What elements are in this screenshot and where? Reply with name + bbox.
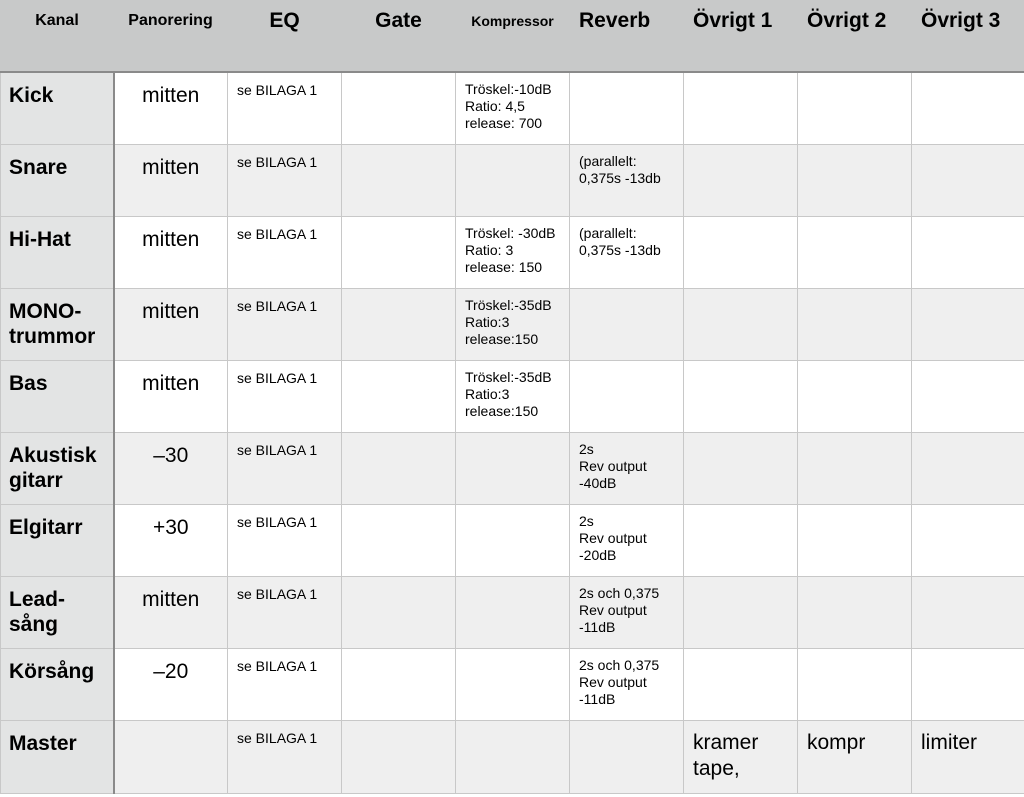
compressor-cell: Tröskel:-10dB Ratio: 4,5 release: 700: [456, 72, 570, 144]
pan-cell: –20: [114, 648, 228, 720]
compressor-cell: Tröskel:-35dB Ratio:3 release:150: [456, 360, 570, 432]
table-row: [1, 144, 1024, 216]
other-1-cell: [684, 72, 798, 144]
channel-name-cell: Bas: [1, 360, 114, 432]
other-3-cell: [912, 360, 1024, 432]
other-1-cell: [684, 648, 798, 720]
other-3-cell: [912, 216, 1024, 288]
pan-cell: mitten: [114, 72, 228, 144]
table-row: [1, 720, 1024, 793]
eq-cell: se BILAGA 1: [228, 648, 342, 720]
other-2-cell: [798, 72, 912, 144]
gate-cell: [342, 72, 456, 144]
other-3-cell: [912, 576, 1024, 648]
compressor-cell: Tröskel:-35dB Ratio:3 release:150: [456, 288, 570, 360]
other-3-cell: [912, 504, 1024, 576]
compressor-cell: [456, 576, 570, 648]
header-ovrigt-2: Övrigt 2: [798, 0, 912, 72]
eq-cell: se BILAGA 1: [228, 432, 342, 504]
reverb-cell: 2s och 0,375 Rev output -11dB: [570, 648, 684, 720]
pan-cell: +30: [114, 504, 228, 576]
other-2-cell: [798, 288, 912, 360]
header-kompressor: Kompressor: [456, 0, 570, 72]
other-1-cell: [684, 432, 798, 504]
compressor-cell: [456, 504, 570, 576]
other-1-cell: [684, 288, 798, 360]
gate-cell: [342, 504, 456, 576]
channel-name-cell: Elgitarr: [1, 504, 114, 576]
gate-cell: [342, 576, 456, 648]
gate-cell: [342, 216, 456, 288]
other-3-cell: [912, 72, 1024, 144]
compressor-cell: [456, 432, 570, 504]
pan-cell: mitten: [114, 360, 228, 432]
reverb-cell: [570, 360, 684, 432]
other-1-cell: [684, 504, 798, 576]
reverb-cell: 2s och 0,375 Rev output -11dB: [570, 576, 684, 648]
pan-cell: mitten: [114, 288, 228, 360]
gate-cell: [342, 360, 456, 432]
channel-name-cell: Akustisk gitarr: [1, 432, 114, 504]
header-row: [1, 0, 1024, 72]
header-gate: Gate: [342, 0, 456, 72]
table-row: [1, 504, 1024, 576]
other-1-cell: [684, 216, 798, 288]
table-row: [1, 288, 1024, 360]
channel-name-cell: MONO- trummor: [1, 288, 114, 360]
reverb-cell: [570, 288, 684, 360]
reverb-cell: (parallelt: 0,375s -13db: [570, 144, 684, 216]
header-ovrigt-3: Övrigt 3: [912, 0, 1024, 72]
other-2-cell: [798, 360, 912, 432]
reverb-cell: 2s Rev output -40dB: [570, 432, 684, 504]
pan-cell: mitten: [114, 144, 228, 216]
table-row: [1, 216, 1024, 288]
table-row: [1, 576, 1024, 648]
other-2-cell: [798, 144, 912, 216]
header-panorering: Panorering: [114, 0, 228, 72]
table-row: [1, 360, 1024, 432]
pan-cell: mitten: [114, 216, 228, 288]
channel-name-cell: Kick: [1, 72, 114, 144]
compressor-cell: Tröskel: -30dB Ratio: 3 release: 150: [456, 216, 570, 288]
other-2-cell: [798, 504, 912, 576]
eq-cell: se BILAGA 1: [228, 576, 342, 648]
other-2-cell: [798, 648, 912, 720]
pan-cell: –30: [114, 432, 228, 504]
reverb-cell: 2s Rev output -20dB: [570, 504, 684, 576]
compressor-cell: [456, 648, 570, 720]
gate-cell: [342, 144, 456, 216]
other-3-cell: [912, 432, 1024, 504]
gate-cell: [342, 288, 456, 360]
channel-name-cell: Hi-Hat: [1, 216, 114, 288]
eq-cell: se BILAGA 1: [228, 72, 342, 144]
compressor-cell: [456, 720, 570, 793]
channel-name-cell: Körsång: [1, 648, 114, 720]
other-2-cell: [798, 576, 912, 648]
other-2-cell: [798, 216, 912, 288]
pan-cell: mitten: [114, 576, 228, 648]
gate-cell: [342, 648, 456, 720]
other-3-cell: [912, 288, 1024, 360]
pan-cell: [114, 720, 228, 793]
reverb-cell: (parallelt: 0,375s -13db: [570, 216, 684, 288]
channel-name-cell: Snare: [1, 144, 114, 216]
eq-cell: se BILAGA 1: [228, 288, 342, 360]
channel-name-cell: Lead- sång: [1, 576, 114, 648]
reverb-cell: [570, 720, 684, 793]
reverb-cell: [570, 72, 684, 144]
other-3-cell: [912, 144, 1024, 216]
header-kanal: Kanal: [1, 0, 114, 72]
gate-cell: [342, 432, 456, 504]
table-row: [1, 72, 1024, 144]
header-ovrigt-1: Övrigt 1: [684, 0, 798, 72]
compressor-cell: [456, 144, 570, 216]
other-3-cell: limiter: [912, 720, 1024, 793]
table-body: [1, 72, 1024, 793]
other-1-cell: [684, 576, 798, 648]
eq-cell: se BILAGA 1: [228, 720, 342, 793]
eq-cell: se BILAGA 1: [228, 144, 342, 216]
other-3-cell: [912, 648, 1024, 720]
table-row: [1, 432, 1024, 504]
other-2-cell: [798, 432, 912, 504]
eq-cell: se BILAGA 1: [228, 216, 342, 288]
gate-cell: [342, 720, 456, 793]
eq-cell: se BILAGA 1: [228, 360, 342, 432]
channel-name-cell: Master: [1, 720, 114, 793]
table-row: [1, 648, 1024, 720]
header-eq: EQ: [228, 0, 342, 72]
eq-cell: se BILAGA 1: [228, 504, 342, 576]
other-1-cell: kramer tape,: [684, 720, 798, 793]
other-1-cell: [684, 144, 798, 216]
header-reverb: Reverb: [570, 0, 684, 72]
other-2-cell: kompr: [798, 720, 912, 793]
other-1-cell: [684, 360, 798, 432]
